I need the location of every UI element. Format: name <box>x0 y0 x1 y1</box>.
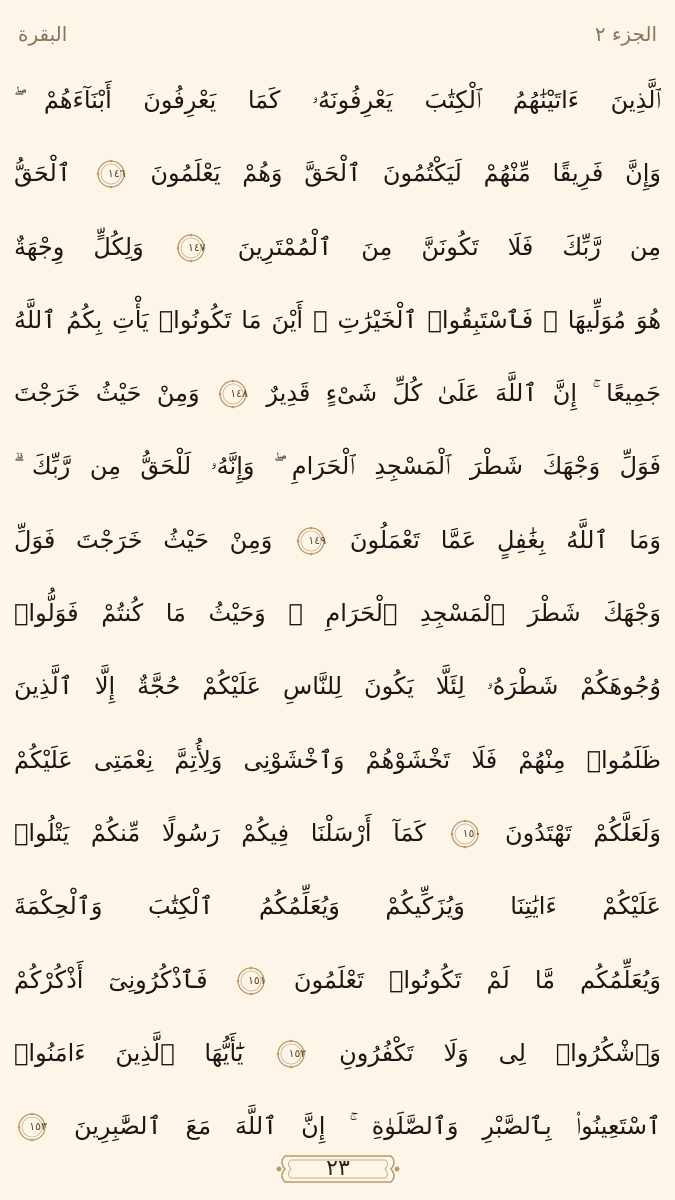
ayah-end-marker-icon <box>450 819 480 849</box>
verse-line <box>14 357 661 430</box>
verse-text: ٱلْحَقُّ <box>14 159 71 188</box>
ayah-number: ١٤٩ <box>308 533 327 547</box>
verse-text: فَوَلِّ وَجْهَكَ شَطْرَ ٱلْمَسْجِدِ ٱلْحَرَامِ ۖ وَإِنَّهُۥ لَلْحَقُّ مِن رَّبِّكَ ۗ <box>14 452 661 481</box>
verse-text: وَلَعَلَّكُمْ تَهْتَدُونَ <box>504 818 661 847</box>
verse-text: جَمِيعًا ۚ إِنَّ ٱللَّهَ عَلَىٰ كُلِّ شَىْءٍ قَدِيرٌ <box>266 379 661 408</box>
surah-name: البقرة <box>18 22 68 46</box>
ayah-end-marker-icon <box>96 159 126 189</box>
ayah-end-marker-icon <box>276 1039 306 1069</box>
ayah-end-marker-icon <box>17 1112 47 1142</box>
ayah-number: ١٥٣ <box>29 1120 47 1134</box>
ayah-number: ١٥١ <box>248 973 266 987</box>
page-number: ٢٣ <box>326 1156 350 1181</box>
verse-text: وَيُعَلِّمُكُم مَّا لَمْ تَكُونُوا۟ تَعْلَمُونَ <box>293 965 661 994</box>
verse-text: وَمَا ٱللَّهُ بِغَٰفِلٍ عَمَّا تَعْمَلُونَ <box>349 525 661 554</box>
verse-line <box>14 137 661 210</box>
ayah-number: ١٤٦ <box>107 167 126 181</box>
verse-text: وَمِنْ حَيْثُ خَرَجْتَ فَوَلِّ <box>14 525 273 554</box>
verse-text: وَٱشْكُرُوا۟ لِى وَلَا تَكْفُرُونِ <box>339 1038 661 1067</box>
page-number-frame <box>273 1150 403 1188</box>
verse-line <box>14 870 661 943</box>
ayah-number: ١٤٨ <box>230 387 248 401</box>
verse-text: وَجْهَكَ شَطْرَ ٱلْمَسْجِدِ ٱلْحَرَامِ ۚ وَحَيْثُ مَا كُنتُمْ فَوَلُّوا۟ <box>14 599 661 628</box>
ayah-end-marker-icon <box>176 233 206 263</box>
verse-text: وُجُوهَكُمْ شَطْرَهُۥ لِئَلَّا يَكُونَ لِلنَّاسِ عَلَيْكُمْ حُجَّةٌ إِلَّا ٱلَّذِينَ <box>14 672 661 701</box>
ayah-end-marker-icon <box>236 966 266 996</box>
verse-text: كَمَآ أَرْسَلْنَا فِيكُمْ رَسُولًا مِّنكُمْ يَتْلُوا۟ <box>14 818 426 847</box>
verse-line <box>14 650 661 723</box>
verse-line <box>14 944 661 1017</box>
ayah-end-marker-icon <box>218 379 248 409</box>
verse-line <box>14 797 661 870</box>
verse-text: عَلَيْكُمْ ءَايَٰتِنَا وَيُزَكِّيكُمْ وَيُعَلِّمُكُمُ ٱلْكِتَٰبَ وَٱلْحِكْمَةَ <box>14 892 661 921</box>
mushaf-page-text <box>14 64 661 1163</box>
ayah-number: ١٥٠ <box>462 826 481 840</box>
verse-line <box>14 1017 661 1090</box>
verse-line <box>14 64 661 137</box>
verse-text: وَلِكُلٍّ وِجْهَةٌ <box>14 232 144 261</box>
verse-text: ٱسْتَعِينُوا۟ بِٱلصَّبْرِ وَٱلصَّلَوٰةِ ۚ إِنَّ ٱللَّهَ مَعَ ٱلصَّٰبِرِينَ <box>73 1112 661 1141</box>
verse-text: ظَلَمُوا۟ مِنْهُمْ فَلَا تَخْشَوْهُمْ وَٱخْشَوْنِى وَلِأُتِمَّ نِعْمَتِى عَلَيْكُمْ <box>14 745 661 774</box>
page-header <box>0 0 675 62</box>
verse-line <box>14 284 661 357</box>
verse-text: هُوَ مُوَلِّيهَا ۖ فَٱسْتَبِقُوا۟ ٱلْخَيْرَٰتِ ۚ أَيْنَ مَا تَكُونُوا۟ يَأْتِ بِكُمُ ٱللَّهُ <box>14 305 661 334</box>
verse-line <box>14 504 661 577</box>
verse-text: ٱلَّذِينَ ءَاتَيْنَٰهُمُ ٱلْكِتَٰبَ يَعْرِفُونَهُۥ كَمَا يَعْرِفُونَ أَبْنَآءَهُمْ ۖ <box>14 86 661 114</box>
verse-text: وَإِنَّ فَرِيقًا مِّنْهُمْ لَيَكْتُمُونَ ٱلْحَقَّ وَهُمْ يَعْلَمُونَ <box>150 159 661 188</box>
verse-text: مِن رَّبِّكَ فَلَا تَكُونَنَّ مِنَ ٱلْمُمْتَرِينَ <box>237 232 661 261</box>
verse-line <box>14 430 661 503</box>
verse-text: وَمِنْ حَيْثُ خَرَجْتَ <box>14 379 200 408</box>
juz-label: الجزء ٢ <box>594 22 657 46</box>
ayah-number: ١٥٢ <box>288 1046 307 1060</box>
verse-text: فَٱذْكُرُونِىٓ أَذْكُرْكُمْ <box>14 965 208 994</box>
verse-text: يَٰٓأَيُّهَا ٱلَّذِينَ ءَامَنُوا۟ <box>14 1038 244 1067</box>
ayah-end-marker-icon <box>296 526 326 556</box>
ayah-number: ١٤٧ <box>187 240 206 254</box>
verse-line <box>14 211 661 284</box>
verse-line <box>14 577 661 650</box>
verse-line <box>14 724 661 797</box>
